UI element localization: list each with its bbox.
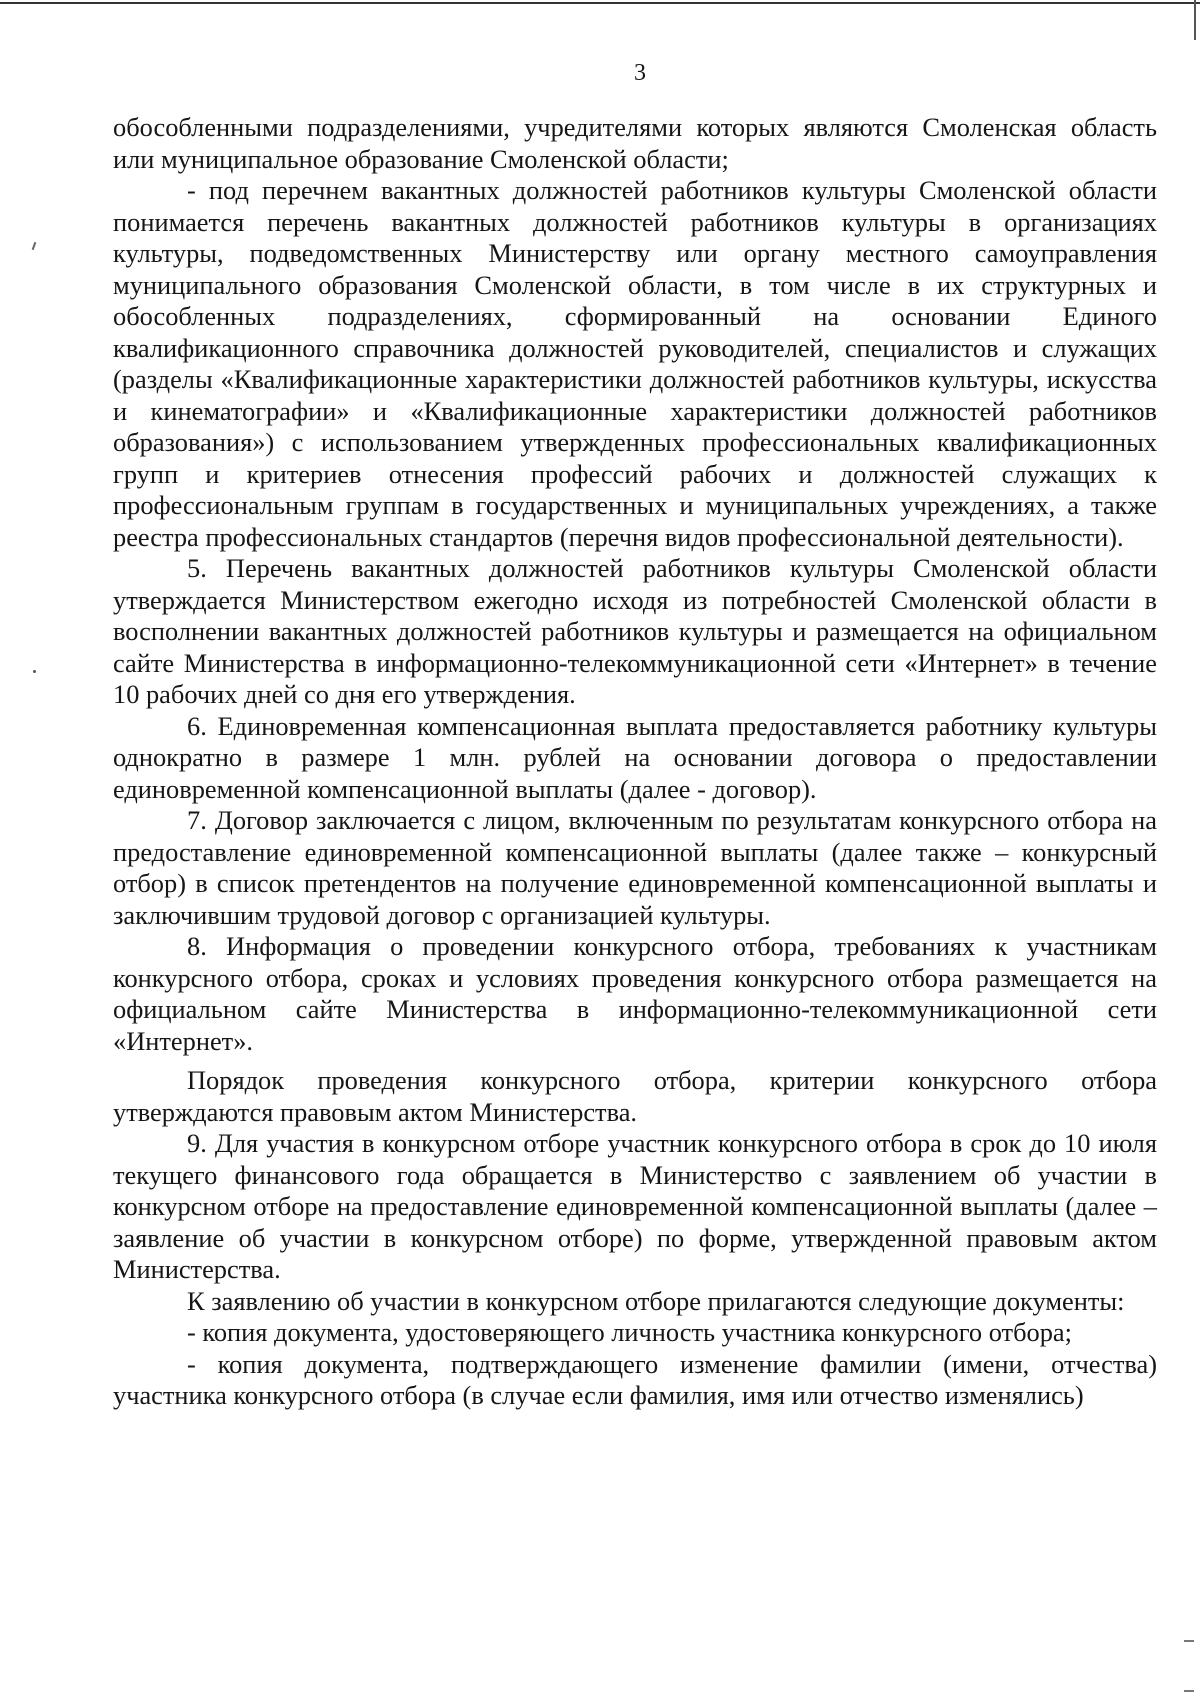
paragraph: 8. Информация о проведении конкурсного отбора, требованиях к участникам конкурсного отбора, сроках и условиях проведения конкурсного отбора размещается на официальном сайте Министерства в информационно-телекоммуникационной сети «Интернет».: [113, 931, 1157, 1056]
scan-speck: [33, 670, 36, 673]
page-number: 3: [634, 60, 646, 86]
paragraph: 7. Договор заключается с лицом, включенным по результатам конкурсного отбора на предоставление единовременной компенсационной выплаты (далее также – конкурсный отбор) в список претендентов на получение единовременной компенсационной выплаты и заключившим трудовой договор с организацией культуры.: [113, 805, 1157, 930]
paragraph: - копия документа, подтверждающего изменение фамилии (имени, отчества) участника конкурсного отбора (в случае если фамилия, имя или отчество изменялись): [113, 1348, 1157, 1410]
document-body: [113, 112, 1157, 1412]
scan-top-border: [0, 2, 1200, 4]
scan-right-border: [1194, 0, 1196, 40]
edge-mark: [1184, 1690, 1194, 1692]
margin-mark: [32, 242, 37, 250]
paragraph: 9. Для участия в конкурсном отборе участник конкурсного отбора в срок до 10 июля текущего финансового года обращается в Министерство с заявлением об участии в конкурсном отборе на предоставление единовременной компенсационной выплаты (далее – заявление об участии в конкурсном отборе) по форме, утвержденной правовым актом Министерства.: [113, 1128, 1157, 1284]
paragraph: Порядок проведения конкурсного отбора, критерии конкурсного отбора утверждаются правовым актом Министерства.: [113, 1065, 1157, 1127]
paragraph: - под перечнем вакантных должностей работников культуры Смоленской области понимается перечень вакантных должностей работников культуры в организациях культуры, подведомственных Министерству или органу местного самоуправления муниципального образования Смоленской области, в том числе в их структурных и обособленных подразделениях, сформированный на основании Единого квалификационного справочника должностей руководителей, специалистов и служащих (разделы «Квалификационные характеристики должностей работников культуры, искусства и кинематографии» и «Квалификационные характеристики должностей работников образования») с использованием утвержденных профессиональных квалификационных групп и критериев отнесения профессий рабочих и должностей служащих к профессиональным группам в государственных и муниципальных учреждениях, а также реестра профессиональных стандартов (перечня видов профессиональной деятельности).: [113, 175, 1157, 552]
paragraph: обособленными подразделениями, учредителями которых являются Смоленская область или муниципальное образование Смоленской области;: [113, 112, 1157, 174]
edge-mark: [1184, 1640, 1194, 1642]
paragraph: К заявлению об участии в конкурсном отборе прилагаются следующие документы:: [187, 1285, 1125, 1316]
paragraph: 5. Перечень вакантных должностей работников культуры Смоленской области утверждается Министерством ежегодно исходя из потребностей Смоленской области в восполнении вакантных должностей работников культуры и размещается на официальном сайте Министерства в информационно-телекоммуникационной сети «Интернет» в течение 10 рабочих дней со дня его утверждения.: [113, 553, 1157, 709]
paragraph: 6. Единовременная компенсационная выплата предоставляется работнику культуры однократно в размере 1 млн. рублей на основании договора о предоставлении единовременной компенсационной выплаты (далее - договор).: [113, 710, 1157, 804]
paragraph: - копия документа, удостоверяющего личность участника конкурсного отбора;: [187, 1317, 1072, 1347]
